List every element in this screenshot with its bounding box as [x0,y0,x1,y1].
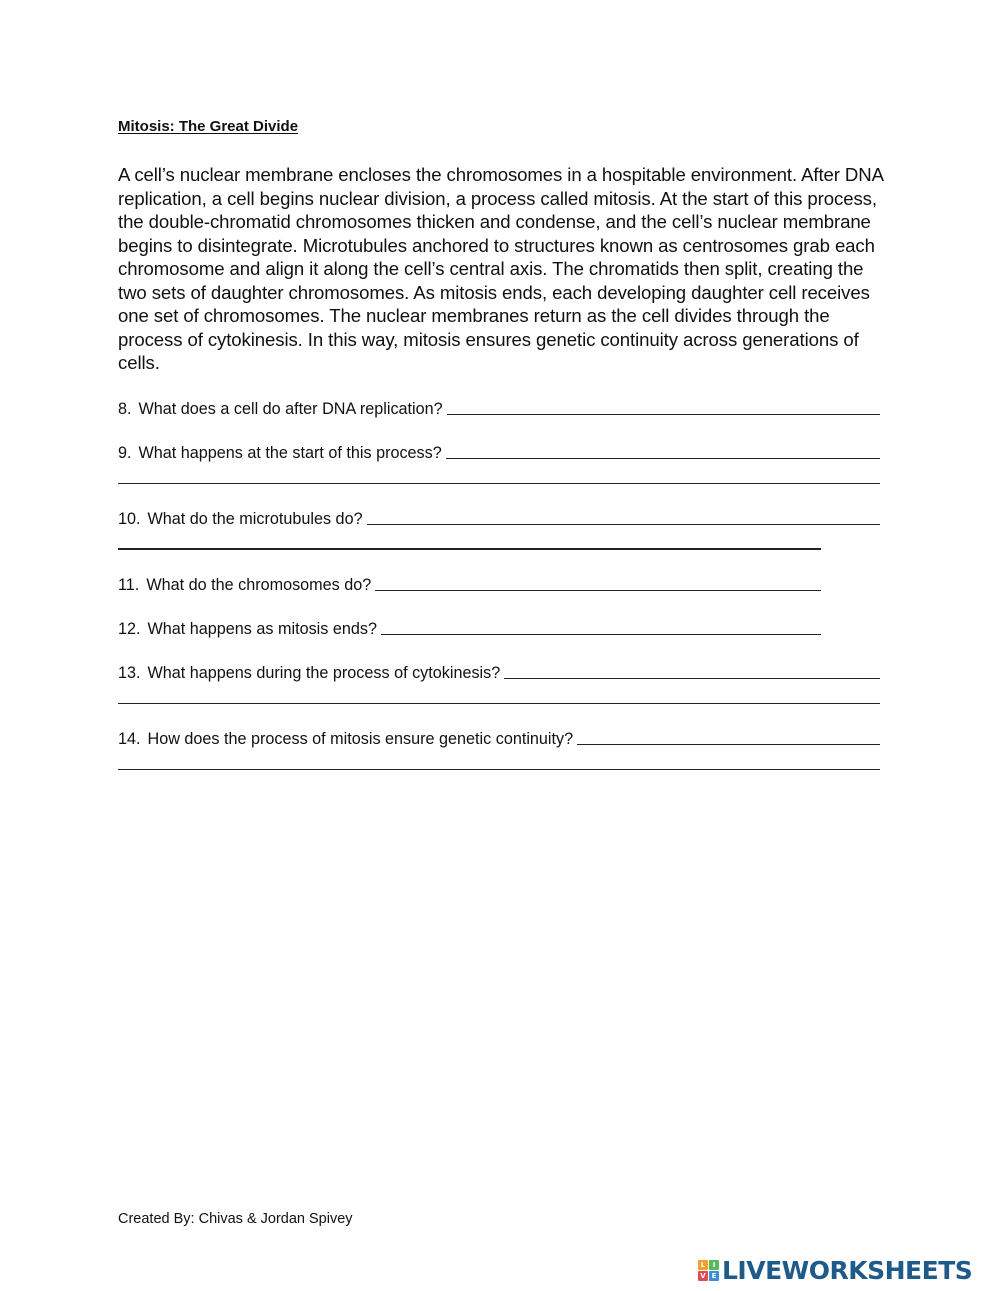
answer-blank-continuation[interactable] [118,548,821,550]
answer-blank[interactable] [447,413,880,415]
logo-mark-letter: V [698,1271,708,1281]
answer-blank-continuation[interactable] [118,483,880,484]
answer-blank[interactable] [381,633,821,635]
question-number: 10. [118,510,141,528]
question-12 [118,617,821,639]
logo-text: LIVEWORKSHEETS [722,1256,973,1285]
answer-blank-continuation[interactable] [118,769,880,770]
logo-mark-icon [698,1260,719,1281]
question-text: What does a cell do after DNA replication? [138,400,443,418]
question-8 [118,397,880,419]
question-number: 14. [118,730,141,748]
question-text: What do the microtubules do? [147,510,363,528]
logo-mark-letter: L [698,1260,708,1270]
reading-passage: A cell’s nuclear membrane encloses the chromosomes in a hospitable environment. After DNA replication, a cell begins nuclear division, a process called mitosis. At the start of this process, the double-chromatid chromosomes thicken and condense, and the cell’s nuclear membrane begins to disintegrate. Microtubules anchored to structures known as centrosomes grab each chromosome and align it along the cell’s central axis. The chromatids then split, creating the two sets of daughter chromosomes. As mitosis ends, each developing daughter cell receives one set of chromosomes. The nuclear membranes return as the cell divides through the process of cytokinesis. In this way, mitosis ensures genetic continuity across generations of cells. [118,164,883,373]
question-number: 8. [118,400,132,418]
answer-blank-continuation[interactable] [118,703,880,704]
question-number: 9. [118,444,132,462]
question-text: What do the chromosomes do? [146,576,372,594]
question-text: How does the process of mitosis ensure genetic continuity? [147,730,574,748]
author-credit: Created By: Chivas & Jordan Spivey [118,1211,353,1227]
answer-blank[interactable] [504,677,880,679]
logo-mark-letter: E [709,1271,719,1281]
question-13 [118,661,880,683]
question-number: 11. [118,576,140,594]
question-text: What happens as mitosis ends? [147,620,377,638]
worksheet-title: Mitosis: The Great Divide [118,118,299,135]
question-text: What happens at the start of this process? [138,444,442,462]
question-number: 13. [118,664,141,682]
answer-blank[interactable] [367,523,880,525]
question-10 [118,507,880,529]
answer-blank[interactable] [577,743,880,745]
answer-blank[interactable] [375,589,821,591]
question-14 [118,727,880,749]
question-9 [118,441,880,463]
answer-blank[interactable] [446,457,880,459]
liveworksheets-logo [698,1256,972,1285]
question-text: What happens during the process of cytokinesis? [147,664,501,682]
question-number: 12. [118,620,141,638]
logo-mark-letter: I [709,1260,719,1270]
question-11 [118,573,821,595]
